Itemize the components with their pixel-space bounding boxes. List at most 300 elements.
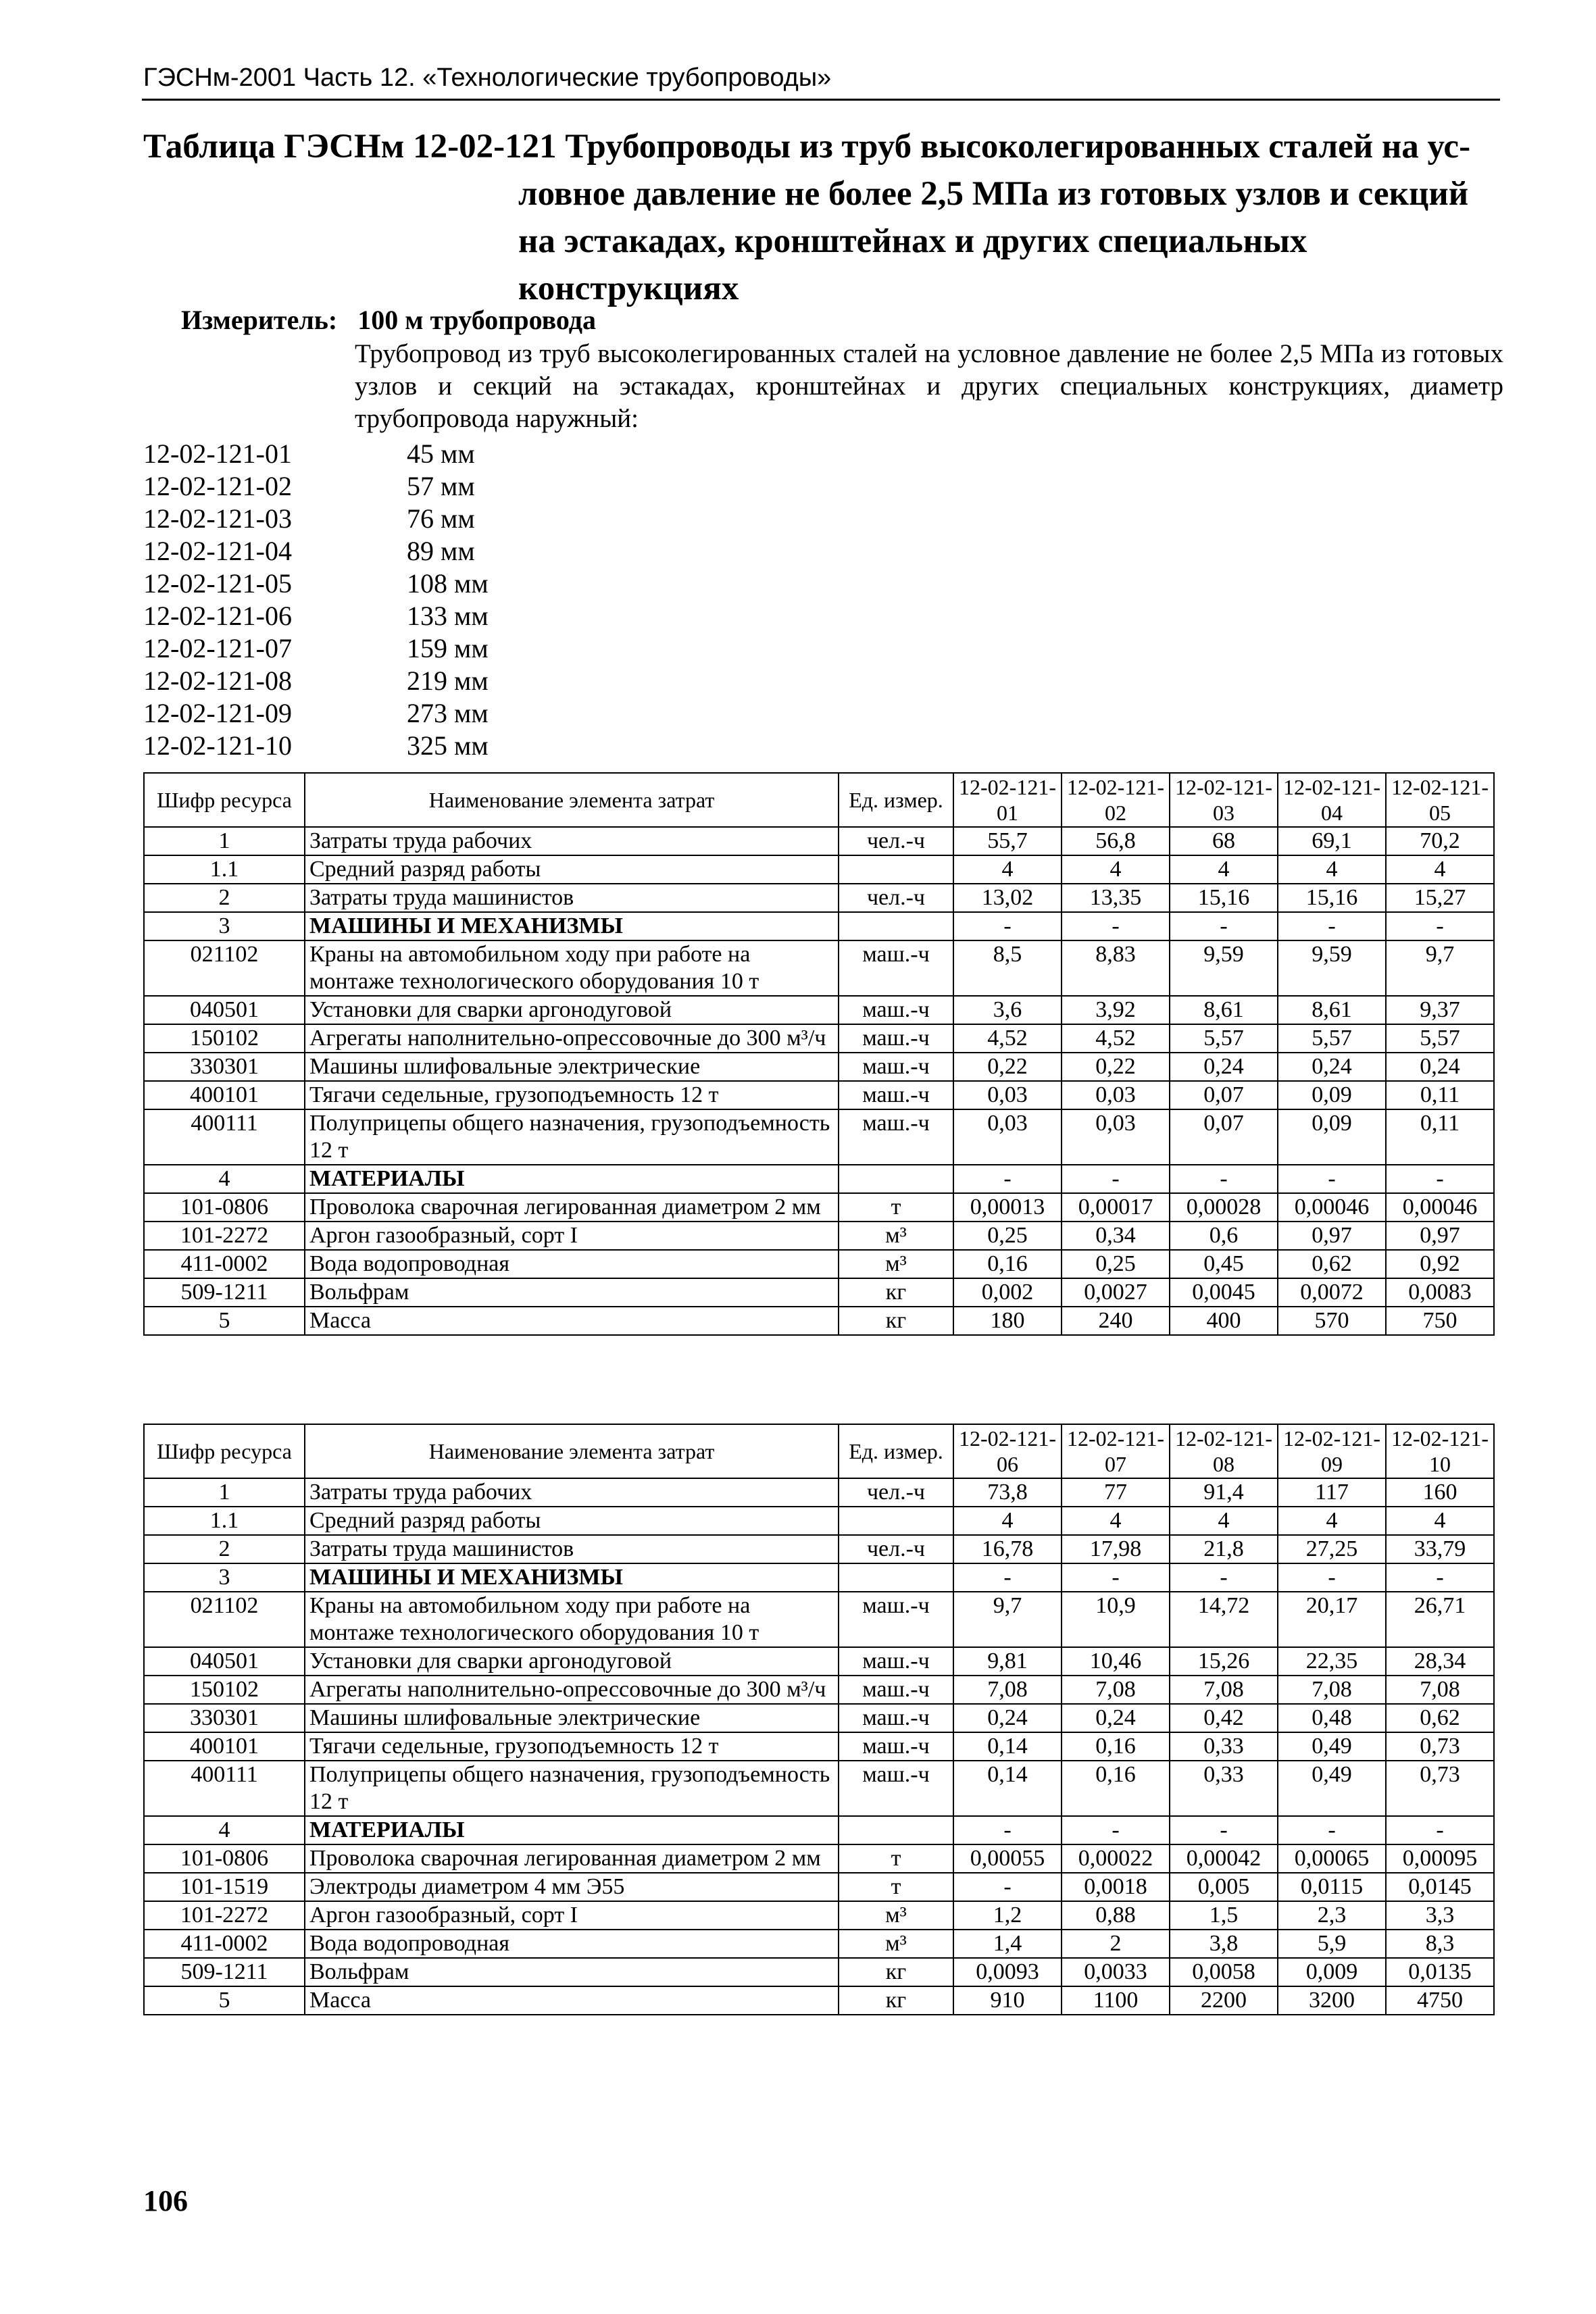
norm-value: 0,45 <box>1170 1250 1278 1278</box>
pipe-diameter: 57 мм <box>407 471 475 501</box>
norm-value: 0,25 <box>953 1222 1062 1250</box>
norm-value: 0,62 <box>1278 1250 1386 1278</box>
norm-value: 0,00042 <box>1170 1844 1278 1873</box>
norm-value: 9,59 <box>1278 940 1386 996</box>
norm-code-row <box>143 665 489 697</box>
norm-code-row <box>143 697 489 730</box>
norm-value: 13,35 <box>1062 884 1170 912</box>
table-row <box>144 1222 1494 1250</box>
norm-code: 12-02-121-02 <box>143 471 292 501</box>
norm-value: - <box>1170 1563 1278 1592</box>
norm-value: 4 <box>1386 1507 1494 1535</box>
norm-value: 4 <box>1386 855 1494 884</box>
header-norm-code: 12-02-121-07 <box>1062 1424 1170 1478</box>
resource-code: 1 <box>144 1478 305 1507</box>
resource-code: 101-2272 <box>144 1901 305 1930</box>
norm-value: 160 <box>1386 1478 1494 1507</box>
resource-code: 4 <box>144 1816 305 1844</box>
cost-element-name: Проволока сварочная легированная диаметром 2 мм <box>305 1844 839 1873</box>
pipe-diameter: 159 мм <box>407 633 489 663</box>
header-norm-code: 12-02-121-08 <box>1170 1424 1278 1478</box>
norm-value: 8,83 <box>1062 940 1170 996</box>
pipe-diameter: 76 мм <box>407 503 475 534</box>
table-header-row <box>144 1424 1494 1478</box>
unit-of-measure: кг <box>839 1278 953 1307</box>
header-norm-code: 12-02-121-06 <box>953 1424 1062 1478</box>
measure-value: 100 м трубопровода <box>357 305 596 335</box>
norm-value: 0,00017 <box>1062 1193 1170 1222</box>
header-norm-code: 12-02-121-05 <box>1386 773 1494 827</box>
norm-code-row <box>143 503 489 535</box>
norm-value: 22,35 <box>1278 1647 1386 1676</box>
table-title-continuation: ловное давление не более 2,5 МПа из готовых узлов и секций на эстакадах, кронштейнах и других специальных конструкциях <box>518 175 1469 307</box>
cost-element-name: МАТЕРИАЛЫ <box>305 1816 839 1844</box>
norm-value: 9,7 <box>1386 940 1494 996</box>
norm-value: 4 <box>1062 855 1170 884</box>
unit-of-measure <box>839 1563 953 1592</box>
norm-value: 0,22 <box>1062 1053 1170 1081</box>
norm-value: 4,52 <box>1062 1024 1170 1053</box>
norm-value: 0,03 <box>953 1109 1062 1165</box>
norm-value: 55,7 <box>953 827 1062 855</box>
norm-value: 0,00022 <box>1062 1844 1170 1873</box>
norm-value: 0,00055 <box>953 1844 1062 1873</box>
norm-value: - <box>1170 912 1278 940</box>
cost-element-name: Краны на автомобильном ходу при работе на монтаже технологического оборудования 10 т <box>305 1592 839 1647</box>
resource-code: 101-1519 <box>144 1873 305 1901</box>
norm-code: 12-02-121-01 <box>143 438 292 469</box>
resource-code: 040501 <box>144 1647 305 1676</box>
unit-of-measure: маш.-ч <box>839 1081 953 1109</box>
norm-value: 0,14 <box>953 1732 1062 1761</box>
resource-code: 1.1 <box>144 855 305 884</box>
norm-value: 5,57 <box>1386 1024 1494 1053</box>
norm-value: 0,03 <box>1062 1109 1170 1165</box>
norm-value: 73,8 <box>953 1478 1062 1507</box>
unit-of-measure: маш.-ч <box>839 1732 953 1761</box>
header-resource-code: Шифр ресурса <box>144 773 305 827</box>
norm-value: 0,22 <box>953 1053 1062 1081</box>
norm-value: 5,9 <box>1278 1930 1386 1958</box>
table-row <box>144 1704 1494 1732</box>
pipe-diameter: 45 мм <box>407 438 475 469</box>
table-row <box>144 1647 1494 1676</box>
norm-value: 17,98 <box>1062 1535 1170 1563</box>
norm-value: 0,03 <box>953 1081 1062 1109</box>
norm-value: 3,3 <box>1386 1901 1494 1930</box>
norm-value: 9,59 <box>1170 940 1278 996</box>
resource-code: 330301 <box>144 1053 305 1081</box>
norm-value: 750 <box>1386 1307 1494 1335</box>
norm-code-row <box>143 535 489 568</box>
norm-value: 77 <box>1062 1478 1170 1507</box>
table-row <box>144 1958 1494 1986</box>
norm-value: 0,0083 <box>1386 1278 1494 1307</box>
table-row <box>144 912 1494 940</box>
norm-value: 0,48 <box>1278 1704 1386 1732</box>
norm-value: 0,49 <box>1278 1761 1386 1816</box>
unit-of-measure <box>839 1816 953 1844</box>
norm-value: 0,92 <box>1386 1250 1494 1278</box>
norm-value: 9,81 <box>953 1647 1062 1676</box>
norm-value: 0,00046 <box>1278 1193 1386 1222</box>
cost-element-name: Проволока сварочная легированная диаметром 2 мм <box>305 1193 839 1222</box>
norm-value: 0,00065 <box>1278 1844 1386 1873</box>
norm-value: 570 <box>1278 1307 1386 1335</box>
cost-element-name: Аргон газообразный, сорт I <box>305 1222 839 1250</box>
table-row <box>144 1901 1494 1930</box>
norm-value: - <box>953 912 1062 940</box>
norm-value: 0,6 <box>1170 1222 1278 1250</box>
norm-value: 2200 <box>1170 1986 1278 2015</box>
table-row <box>144 996 1494 1024</box>
norm-value: 4,52 <box>953 1024 1062 1053</box>
norm-value: - <box>1062 912 1170 940</box>
cost-element-name: Вода водопроводная <box>305 1930 839 1958</box>
unit-of-measure: маш.-ч <box>839 996 953 1024</box>
table-row <box>144 940 1494 996</box>
resource-code: 400111 <box>144 1761 305 1816</box>
header-cost-element: Наименование элемента затрат <box>305 1424 839 1478</box>
norm-value: - <box>1062 1165 1170 1193</box>
norm-code: 12-02-121-09 <box>143 698 292 728</box>
norm-value: 0,09 <box>1278 1109 1386 1165</box>
cost-element-name: Масса <box>305 1986 839 2015</box>
norm-value: 0,07 <box>1170 1081 1278 1109</box>
norm-value: - <box>1386 1563 1494 1592</box>
unit-of-measure <box>839 912 953 940</box>
resource-code: 5 <box>144 1986 305 2015</box>
norm-value: 0,16 <box>1062 1732 1170 1761</box>
cost-element-name: Вольфрам <box>305 1278 839 1307</box>
norm-value: 4 <box>953 1507 1062 1535</box>
norm-value: 27,25 <box>1278 1535 1386 1563</box>
pipe-diameter: 133 мм <box>407 601 489 631</box>
pipe-diameter: 108 мм <box>407 568 489 599</box>
table-row <box>144 1592 1494 1647</box>
norm-value: 0,0135 <box>1386 1958 1494 1986</box>
resource-code: 101-0806 <box>144 1193 305 1222</box>
norm-value: 180 <box>953 1307 1062 1335</box>
unit-of-measure: т <box>839 1844 953 1873</box>
norm-value: 0,62 <box>1386 1704 1494 1732</box>
norm-value: - <box>1278 1816 1386 1844</box>
norm-code: 12-02-121-04 <box>143 536 292 566</box>
norm-value: 9,37 <box>1386 996 1494 1024</box>
table-row <box>144 1165 1494 1193</box>
table-header-row <box>144 773 1494 827</box>
norm-value: 70,2 <box>1386 827 1494 855</box>
unit-of-measure: чел.-ч <box>839 884 953 912</box>
cost-element-name: МАТЕРИАЛЫ <box>305 1165 839 1193</box>
cost-element-name: Затраты труда рабочих <box>305 1478 839 1507</box>
resource-code: 4 <box>144 1165 305 1193</box>
table-row <box>144 1844 1494 1873</box>
header-norm-code: 12-02-121-01 <box>953 773 1062 827</box>
cost-table-2 <box>143 1424 1495 2015</box>
resource-code: 150102 <box>144 1024 305 1053</box>
norm-value: 3,6 <box>953 996 1062 1024</box>
norm-value: 0,11 <box>1386 1081 1494 1109</box>
table-row <box>144 1986 1494 2015</box>
table-row <box>144 1563 1494 1592</box>
unit-of-measure: кг <box>839 1307 953 1335</box>
norm-value: 0,07 <box>1170 1109 1278 1165</box>
table-row <box>144 1676 1494 1704</box>
norm-value: 0,0033 <box>1062 1958 1170 1986</box>
norm-value: 3,92 <box>1062 996 1170 1024</box>
cost-element-name: Затраты труда машинистов <box>305 1535 839 1563</box>
norm-value: 21,8 <box>1170 1535 1278 1563</box>
running-header: ГЭСНм-2001 Часть 12. «Технологические трубопроводы» <box>143 64 832 92</box>
norm-value: 13,02 <box>953 884 1062 912</box>
norm-value: 117 <box>1278 1478 1386 1507</box>
table-title-line1: Таблица ГЭСНм 12-02-121 Трубопроводы из труб высоколегированных сталей на ус- <box>143 128 1471 166</box>
norm-value: 0,33 <box>1170 1732 1278 1761</box>
cost-element-name: Машины шлифовальные электрические <box>305 1053 839 1081</box>
norm-value: 0,25 <box>1062 1250 1170 1278</box>
norm-value: 0,73 <box>1386 1761 1494 1816</box>
norm-value: 0,16 <box>953 1250 1062 1278</box>
norm-value: 4 <box>1278 1507 1386 1535</box>
resource-code: 101-0806 <box>144 1844 305 1873</box>
norm-code: 12-02-121-06 <box>143 601 292 631</box>
table-row <box>144 1732 1494 1761</box>
norm-value: - <box>953 1165 1062 1193</box>
norm-value: 1,4 <box>953 1930 1062 1958</box>
resource-code: 330301 <box>144 1704 305 1732</box>
norm-value: 0,0018 <box>1062 1873 1170 1901</box>
norm-value: - <box>953 1873 1062 1901</box>
norm-value: 0,0058 <box>1170 1958 1278 1986</box>
cost-element-name: Масса <box>305 1307 839 1335</box>
norm-value: 0,0145 <box>1386 1873 1494 1901</box>
pipe-diameter: 219 мм <box>407 665 489 696</box>
pipe-diameter: 273 мм <box>407 698 489 728</box>
norm-value: 2,3 <box>1278 1901 1386 1930</box>
norm-code-row <box>143 470 489 503</box>
table-row <box>144 1873 1494 1901</box>
header-norm-code: 12-02-121-04 <box>1278 773 1386 827</box>
resource-code: 1 <box>144 827 305 855</box>
unit-of-measure: м³ <box>839 1222 953 1250</box>
unit-of-measure: маш.-ч <box>839 1676 953 1704</box>
resource-code: 3 <box>144 912 305 940</box>
norm-code-row <box>143 730 489 762</box>
norm-value: 0,0093 <box>953 1958 1062 1986</box>
cost-element-name: Средний разряд работы <box>305 855 839 884</box>
norm-value: 15,16 <box>1278 884 1386 912</box>
table-row <box>144 1193 1494 1222</box>
norm-code: 12-02-121-08 <box>143 665 292 696</box>
norm-value: 5,57 <box>1170 1024 1278 1053</box>
resource-code: 5 <box>144 1307 305 1335</box>
norm-code: 12-02-121-07 <box>143 633 292 663</box>
unit-of-measure <box>839 1165 953 1193</box>
resource-code: 509-1211 <box>144 1278 305 1307</box>
cost-element-name: Установки для сварки аргонодуговой <box>305 1647 839 1676</box>
norm-code: 12-02-121-03 <box>143 503 292 534</box>
norm-value: 91,4 <box>1170 1478 1278 1507</box>
norm-value: 2 <box>1062 1930 1170 1958</box>
norm-value: 7,08 <box>1278 1676 1386 1704</box>
unit-of-measure <box>839 855 953 884</box>
norm-value: - <box>1170 1165 1278 1193</box>
norm-code-list <box>143 438 489 762</box>
norm-value: 0,33 <box>1170 1761 1278 1816</box>
norm-value: 1,5 <box>1170 1901 1278 1930</box>
pipe-diameter: 89 мм <box>407 536 475 566</box>
norm-value: 8,5 <box>953 940 1062 996</box>
norm-value: 14,72 <box>1170 1592 1278 1647</box>
resource-code: 021102 <box>144 940 305 996</box>
norm-value: 0,97 <box>1278 1222 1386 1250</box>
cost-element-name: Средний разряд работы <box>305 1507 839 1535</box>
unit-of-measure: маш.-ч <box>839 1109 953 1165</box>
cost-element-name: Электроды диаметром 4 мм Э55 <box>305 1873 839 1901</box>
unit-of-measure: маш.-ч <box>839 1592 953 1647</box>
measure-label: Измеритель: <box>181 305 338 335</box>
norm-value: - <box>1386 912 1494 940</box>
norm-code: 12-02-121-05 <box>143 568 292 599</box>
table-row <box>144 1535 1494 1563</box>
norm-value: 33,79 <box>1386 1535 1494 1563</box>
norm-value: 28,34 <box>1386 1647 1494 1676</box>
resource-code: 411-0002 <box>144 1250 305 1278</box>
cost-element-name: МАШИНЫ И МЕХАНИЗМЫ <box>305 912 839 940</box>
table-row <box>144 1024 1494 1053</box>
cost-element-name: МАШИНЫ И МЕХАНИЗМЫ <box>305 1563 839 1592</box>
unit-of-measure: кг <box>839 1986 953 2015</box>
norm-value: - <box>1386 1816 1494 1844</box>
header-resource-code: Шифр ресурса <box>144 1424 305 1478</box>
unit-of-measure: м³ <box>839 1930 953 1958</box>
norm-value: 56,8 <box>1062 827 1170 855</box>
norm-value: 0,005 <box>1170 1873 1278 1901</box>
description: Трубопровод из труб высоколегированных сталей на условное давление не более 2,5 МПа из готовых узлов и секций на эстакадах, кронштейнах и других специальных конструкциях, диаметр трубопровода наружный: <box>355 339 1503 433</box>
norm-value: 3200 <box>1278 1986 1386 2015</box>
norm-value: 240 <box>1062 1307 1170 1335</box>
norm-value: 0,24 <box>953 1704 1062 1732</box>
norm-value: 4 <box>953 855 1062 884</box>
table-row <box>144 1307 1494 1335</box>
resource-code: 3 <box>144 1563 305 1592</box>
norm-value: 0,0072 <box>1278 1278 1386 1307</box>
cost-element-name: Краны на автомобильном ходу при работе на монтаже технологического оборудования 10 т <box>305 940 839 996</box>
norm-value: 0,0045 <box>1170 1278 1278 1307</box>
header-norm-code: 12-02-121-10 <box>1386 1424 1494 1478</box>
unit-of-measure <box>839 1507 953 1535</box>
norm-value: 0,11 <box>1386 1109 1494 1165</box>
header-rule <box>142 99 1500 101</box>
header-unit: Ед. измер. <box>839 1424 953 1478</box>
norm-value: 400 <box>1170 1307 1278 1335</box>
norm-value: 0,73 <box>1386 1732 1494 1761</box>
norm-value: 1,2 <box>953 1901 1062 1930</box>
unit-of-measure: маш.-ч <box>839 1761 953 1816</box>
resource-code: 101-2272 <box>144 1222 305 1250</box>
norm-value: 8,3 <box>1386 1930 1494 1958</box>
norm-code: 12-02-121-10 <box>143 730 292 761</box>
cost-element-name: Тягачи седельные, грузоподъемность 12 т <box>305 1081 839 1109</box>
norm-value: 16,78 <box>953 1535 1062 1563</box>
norm-value: 7,08 <box>1386 1676 1494 1704</box>
resource-code: 2 <box>144 884 305 912</box>
resource-code: 411-0002 <box>144 1930 305 1958</box>
table-row <box>144 1053 1494 1081</box>
header-cost-element: Наименование элемента затрат <box>305 773 839 827</box>
table-row <box>144 1278 1494 1307</box>
cost-element-name: Полуприцепы общего назначения, грузоподъемность 12 т <box>305 1109 839 1165</box>
norm-value: 15,27 <box>1386 884 1494 912</box>
header-norm-code: 12-02-121-09 <box>1278 1424 1386 1478</box>
cost-element-name: Затраты труда машинистов <box>305 884 839 912</box>
unit-of-measure: т <box>839 1873 953 1901</box>
resource-code: 2 <box>144 1535 305 1563</box>
norm-value: 0,002 <box>953 1278 1062 1307</box>
pipe-diameter: 325 мм <box>407 730 489 761</box>
norm-value: 0,49 <box>1278 1732 1386 1761</box>
norm-value: 0,34 <box>1062 1222 1170 1250</box>
table-row <box>144 855 1494 884</box>
norm-value: - <box>1062 1563 1170 1592</box>
measure-unit <box>181 304 596 336</box>
norm-value: 0,09 <box>1278 1081 1386 1109</box>
cost-element-name: Тягачи седельные, грузоподъемность 12 т <box>305 1732 839 1761</box>
norm-value: 0,00046 <box>1386 1193 1494 1222</box>
norm-value: 68 <box>1170 827 1278 855</box>
cost-element-name: Машины шлифовальные электрические <box>305 1704 839 1732</box>
unit-of-measure: чел.-ч <box>839 1535 953 1563</box>
unit-of-measure: чел.-ч <box>839 827 953 855</box>
resource-code: 509-1211 <box>144 1958 305 1986</box>
table-row <box>144 1250 1494 1278</box>
norm-code-row <box>143 632 489 665</box>
unit-of-measure: маш.-ч <box>839 940 953 996</box>
norm-value: 5,57 <box>1278 1024 1386 1053</box>
norm-value: 10,9 <box>1062 1592 1170 1647</box>
header-norm-code: 12-02-121-03 <box>1170 773 1278 827</box>
norm-value: 0,00013 <box>953 1193 1062 1222</box>
unit-of-measure: маш.-ч <box>839 1053 953 1081</box>
norm-value: 0,24 <box>1062 1704 1170 1732</box>
resource-code: 400101 <box>144 1732 305 1761</box>
cost-element-name: Полуприцепы общего назначения, грузоподъемность 12 т <box>305 1761 839 1816</box>
norm-value: 7,08 <box>953 1676 1062 1704</box>
norm-code-row <box>143 568 489 600</box>
norm-value: 8,61 <box>1170 996 1278 1024</box>
norm-value: 0,16 <box>1062 1761 1170 1816</box>
norm-code-row <box>143 600 489 632</box>
resource-code: 400111 <box>144 1109 305 1165</box>
norm-value: 1100 <box>1062 1986 1170 2015</box>
header-unit: Ед. измер. <box>839 773 953 827</box>
cost-element-name: Затраты труда рабочих <box>305 827 839 855</box>
norm-value: 10,46 <box>1062 1647 1170 1676</box>
unit-of-measure: маш.-ч <box>839 1704 953 1732</box>
norm-value: 0,24 <box>1170 1053 1278 1081</box>
norm-value: 7,08 <box>1062 1676 1170 1704</box>
norm-value: 0,42 <box>1170 1704 1278 1732</box>
unit-of-measure: кг <box>839 1958 953 1986</box>
unit-of-measure: м³ <box>839 1901 953 1930</box>
norm-value: 4750 <box>1386 1986 1494 2015</box>
norm-value: 4 <box>1170 1507 1278 1535</box>
resource-code: 040501 <box>144 996 305 1024</box>
norm-value: 15,26 <box>1170 1647 1278 1676</box>
norm-value: 9,7 <box>953 1592 1062 1647</box>
norm-value: 0,0115 <box>1278 1873 1386 1901</box>
